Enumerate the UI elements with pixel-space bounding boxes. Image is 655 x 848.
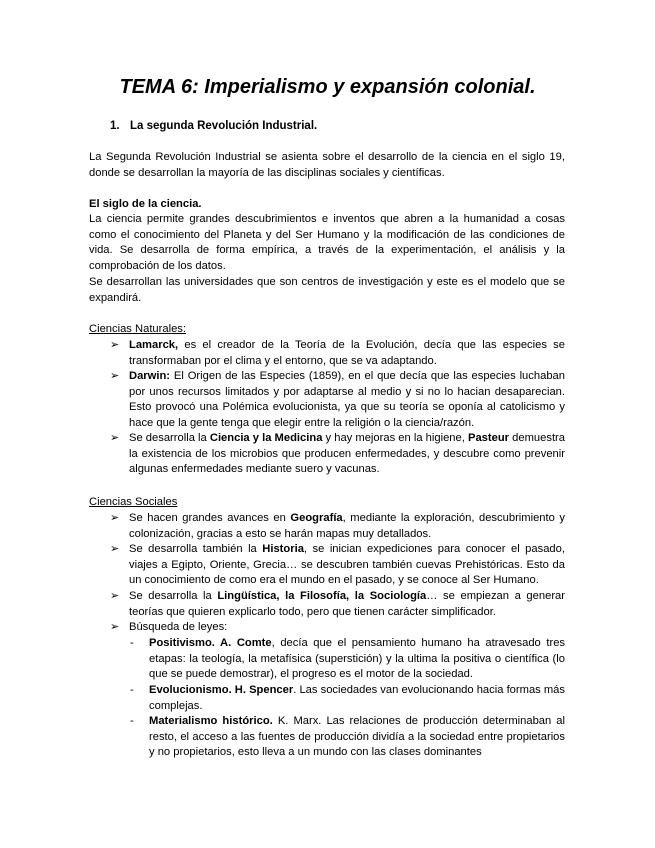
siglo-paragraph-1: La ciencia permite grandes descubrimientos e inventos que abren a la humanidad a cosas como el conocimiento del Planeta y del Ser Humano y la modificación de las condiciones de vida. Se desarrolla de forma empírica, a través de la experimentación, el análisis y la comprobación de los datos. <box>89 213 565 272</box>
bullet-arrow-icon: ➢ <box>110 432 120 444</box>
item-text: , decía que el pensamiento humano ha atravesado tres etapas: la teología, la metafísica (superstición) y la ultima la positiva o científica (lo que se puede demostrar), el progreso es el motor de la sociedad. <box>149 637 566 680</box>
item-text: El Origen de las Especies (1859), en el que decía que las especies luchaban por unos recursos limitados y por adaptarse al medio y si no lo hacian desaparecian. Esto provocó una Polémica evolucionista, ya que su teoría se oponía al catolicismo y hace que la gente tenga que elegir entre la religión o la ciencia/razón. <box>129 370 565 429</box>
bullet-arrow-icon: ➢ <box>110 370 120 382</box>
item-bold: Materialismo histórico. <box>149 715 273 727</box>
list-item <box>110 589 565 620</box>
item-text: . Las sociedades van evolucionando hacia formas más complejas. <box>149 684 566 712</box>
list-item <box>110 542 565 589</box>
item-text: Se desarrolla la <box>129 590 218 602</box>
item-bold: Pasteur <box>467 432 510 444</box>
item-bold: Lamarck, <box>129 339 179 351</box>
siglo-heading: El siglo de la ciencia. <box>89 198 202 210</box>
page-title: TEMA 6: Imperialismo y expansión colonial. <box>119 76 536 98</box>
list-item <box>110 369 565 431</box>
item-bold: Darwin: <box>129 370 171 382</box>
intro-paragraph: La Segunda Revolución Industrial se asienta sobre el desarrollo de la ciencia en el siglo 19, donde se desarrollan la mayoría de las disciplinas sociales y científicas. <box>89 151 565 179</box>
item-text: K. Marx. Las relaciones de producción determinaban al resto, el acceso a las fuentes de producción dividía a la sociedad entre propietarios y no propietarios, esto lleva a un mundo con las clases dominantes <box>149 715 566 758</box>
bullet-arrow-icon: ➢ <box>110 543 120 555</box>
sub-list-item <box>130 714 565 761</box>
sub-list-item <box>130 636 565 683</box>
item-bold: Ciencia y la Medicina <box>209 432 323 444</box>
bullet-arrow-icon: ➢ <box>110 621 120 633</box>
bullet-arrow-icon: ➢ <box>110 339 120 351</box>
list-item <box>110 620 565 636</box>
dash-marker: - <box>130 684 134 696</box>
item-text: Se hacen grandes avances en <box>129 512 291 524</box>
item-bold: Historia <box>262 543 304 555</box>
siglo-paragraph-2: Se desarrollan las universidades que son centros de investigación y este es el modelo que se expandirá. <box>89 276 565 304</box>
bullet-arrow-icon: ➢ <box>110 590 120 602</box>
list-item <box>110 431 565 478</box>
section-heading <box>110 120 317 132</box>
item-text: Se desarrolla la <box>129 432 210 444</box>
section-number: 1. <box>110 120 120 132</box>
sub-list-item <box>130 683 565 714</box>
dash-marker: - <box>130 637 134 649</box>
list-item <box>110 511 565 542</box>
dash-marker: - <box>130 715 134 727</box>
item-text: Búsqueda de leyes: <box>129 621 228 633</box>
item-bold: Geografía <box>290 512 343 524</box>
item-text: Se desarrolla también la <box>129 543 263 555</box>
item-bold: Positivismo. A. Comte <box>149 637 272 649</box>
bullet-arrow-icon: ➢ <box>110 512 120 524</box>
sociales-heading: Ciencias Sociales <box>89 496 178 508</box>
item-text: … se empiezan a generar teorías que quieren explicarlo todo, pero que tienen carácter simplificador. <box>129 590 565 618</box>
item-text: , mediante la exploración, descubrimiento y colonización, gracias a esto se harán mapas muy detallados. <box>129 512 565 540</box>
item-text: es el creador de la Teoría de la Evolución, decía que las especies se transformaban por el clima y el entorno, que se va adaptando. <box>129 339 565 367</box>
naturales-heading: Ciencias Naturales: <box>89 323 187 335</box>
item-text: demuestra la existencia de los microbios que producen enfermedades, y descubre como prevenir algunas enfermedades mediante suero y vacunas. <box>129 432 566 475</box>
item-text: y hay mejoras en la higiene, <box>322 432 468 444</box>
item-bold: Lingüística, la Filosofía, la Sociología <box>217 590 427 602</box>
list-item <box>110 338 565 369</box>
item-bold: Evolucionismo. H. Spencer <box>149 684 294 696</box>
item-text: , se inician expediciones para conocer el pasado, viajes a Egipto, Oriente, Grecia… se descubren también cuevas Prehistóricas. Esto da un conocimiento de como era el mundo en el pasado, y se conoce al Ser Humano. <box>129 543 565 586</box>
section-heading-text: La segunda Revolución Industrial. <box>130 120 318 132</box>
